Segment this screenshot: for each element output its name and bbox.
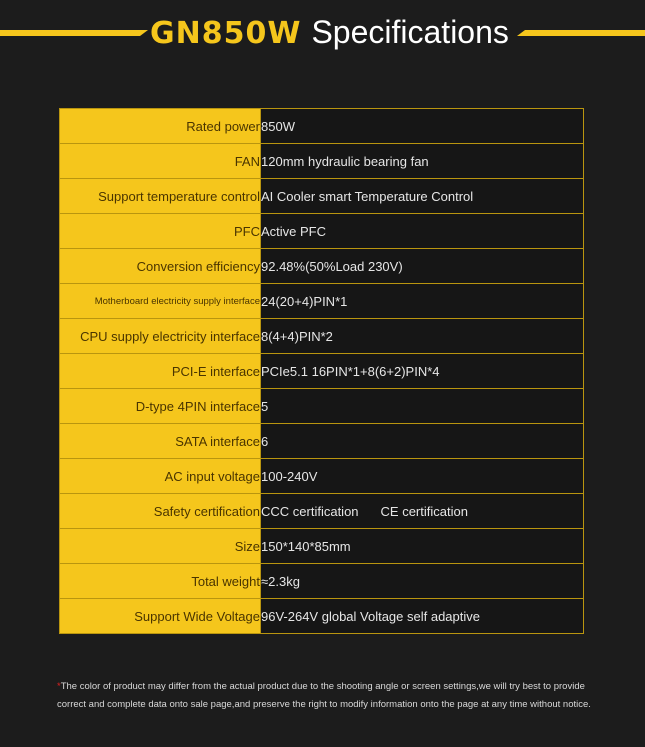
spec-value: 8(4+4)PIN*2 (261, 319, 584, 354)
header-decoration-right (525, 30, 645, 36)
footnote-text: The color of product may differ from the actual product due to the shooting angle or screen settings,we will try best to provide correct and complete data onto sale page,and preserve the right to modify information onto the page at any time without notice. (57, 681, 591, 710)
spec-value: 850W (261, 109, 584, 144)
spec-key: PCI-E interface (60, 354, 261, 389)
spec-key: PFC (60, 214, 261, 249)
table-row (60, 459, 584, 494)
table-row (60, 599, 584, 634)
certification-ccc: CCC certification (261, 503, 359, 519)
spec-value (261, 494, 584, 529)
spec-key: Rated power (60, 109, 261, 144)
table-row (60, 144, 584, 179)
table-row (60, 249, 584, 284)
spec-value: 92.48%(50%Load 230V) (261, 249, 584, 284)
spec-value: AI Cooler smart Temperature Control (261, 179, 584, 214)
disclaimer-footnote (57, 678, 597, 714)
spec-key: Support Wide Voltage (60, 599, 261, 634)
spec-value: 5 (261, 389, 584, 424)
spec-key: Total weight (60, 564, 261, 599)
header-decoration-left (0, 30, 140, 36)
spec-value: Active PFC (261, 214, 584, 249)
table-row (60, 319, 584, 354)
spec-key: D-type 4PIN interface (60, 389, 261, 424)
table-row (60, 284, 584, 319)
spec-value: 120mm hydraulic bearing fan (261, 144, 584, 179)
spec-value: 96V-264V global Voltage self adaptive (261, 599, 584, 634)
table-row (60, 389, 584, 424)
brand-model: 850W (201, 16, 302, 51)
table-row (60, 354, 584, 389)
table-row (60, 179, 584, 214)
spec-key: FAN (60, 144, 261, 179)
table-row (60, 109, 584, 144)
spec-key: SATA interface (60, 424, 261, 459)
spec-key: CPU supply electricity interface (60, 319, 261, 354)
spec-value: 24(20+4)PIN*1 (261, 284, 584, 319)
specs-table (59, 108, 584, 634)
page-title (150, 12, 520, 54)
spec-key: AC input voltage (60, 459, 261, 494)
spec-value: 6 (261, 424, 584, 459)
footnote-star: * (57, 681, 61, 692)
spec-key: Conversion efficiency (60, 249, 261, 284)
table-row (60, 494, 584, 529)
spec-value: 150*140*85mm (261, 529, 584, 564)
spec-key: Safety certification (60, 494, 261, 529)
page-header (0, 0, 645, 70)
table-row (60, 564, 584, 599)
brand-gn: GN (150, 16, 202, 51)
spec-key: Support temperature control (60, 179, 261, 214)
spec-value: 100-240V (261, 459, 584, 494)
title-word: Specifications (311, 14, 509, 50)
table-row (60, 529, 584, 564)
certification-ce: CE certification (380, 503, 468, 519)
spec-key: Size (60, 529, 261, 564)
table-row (60, 214, 584, 249)
spec-key: Motherboard electricity supply interface (60, 284, 261, 319)
spec-value: PCIe5.1 16PIN*1+8(6+2)PIN*4 (261, 354, 584, 389)
spec-value: ≈2.3kg (261, 564, 584, 599)
table-row (60, 424, 584, 459)
